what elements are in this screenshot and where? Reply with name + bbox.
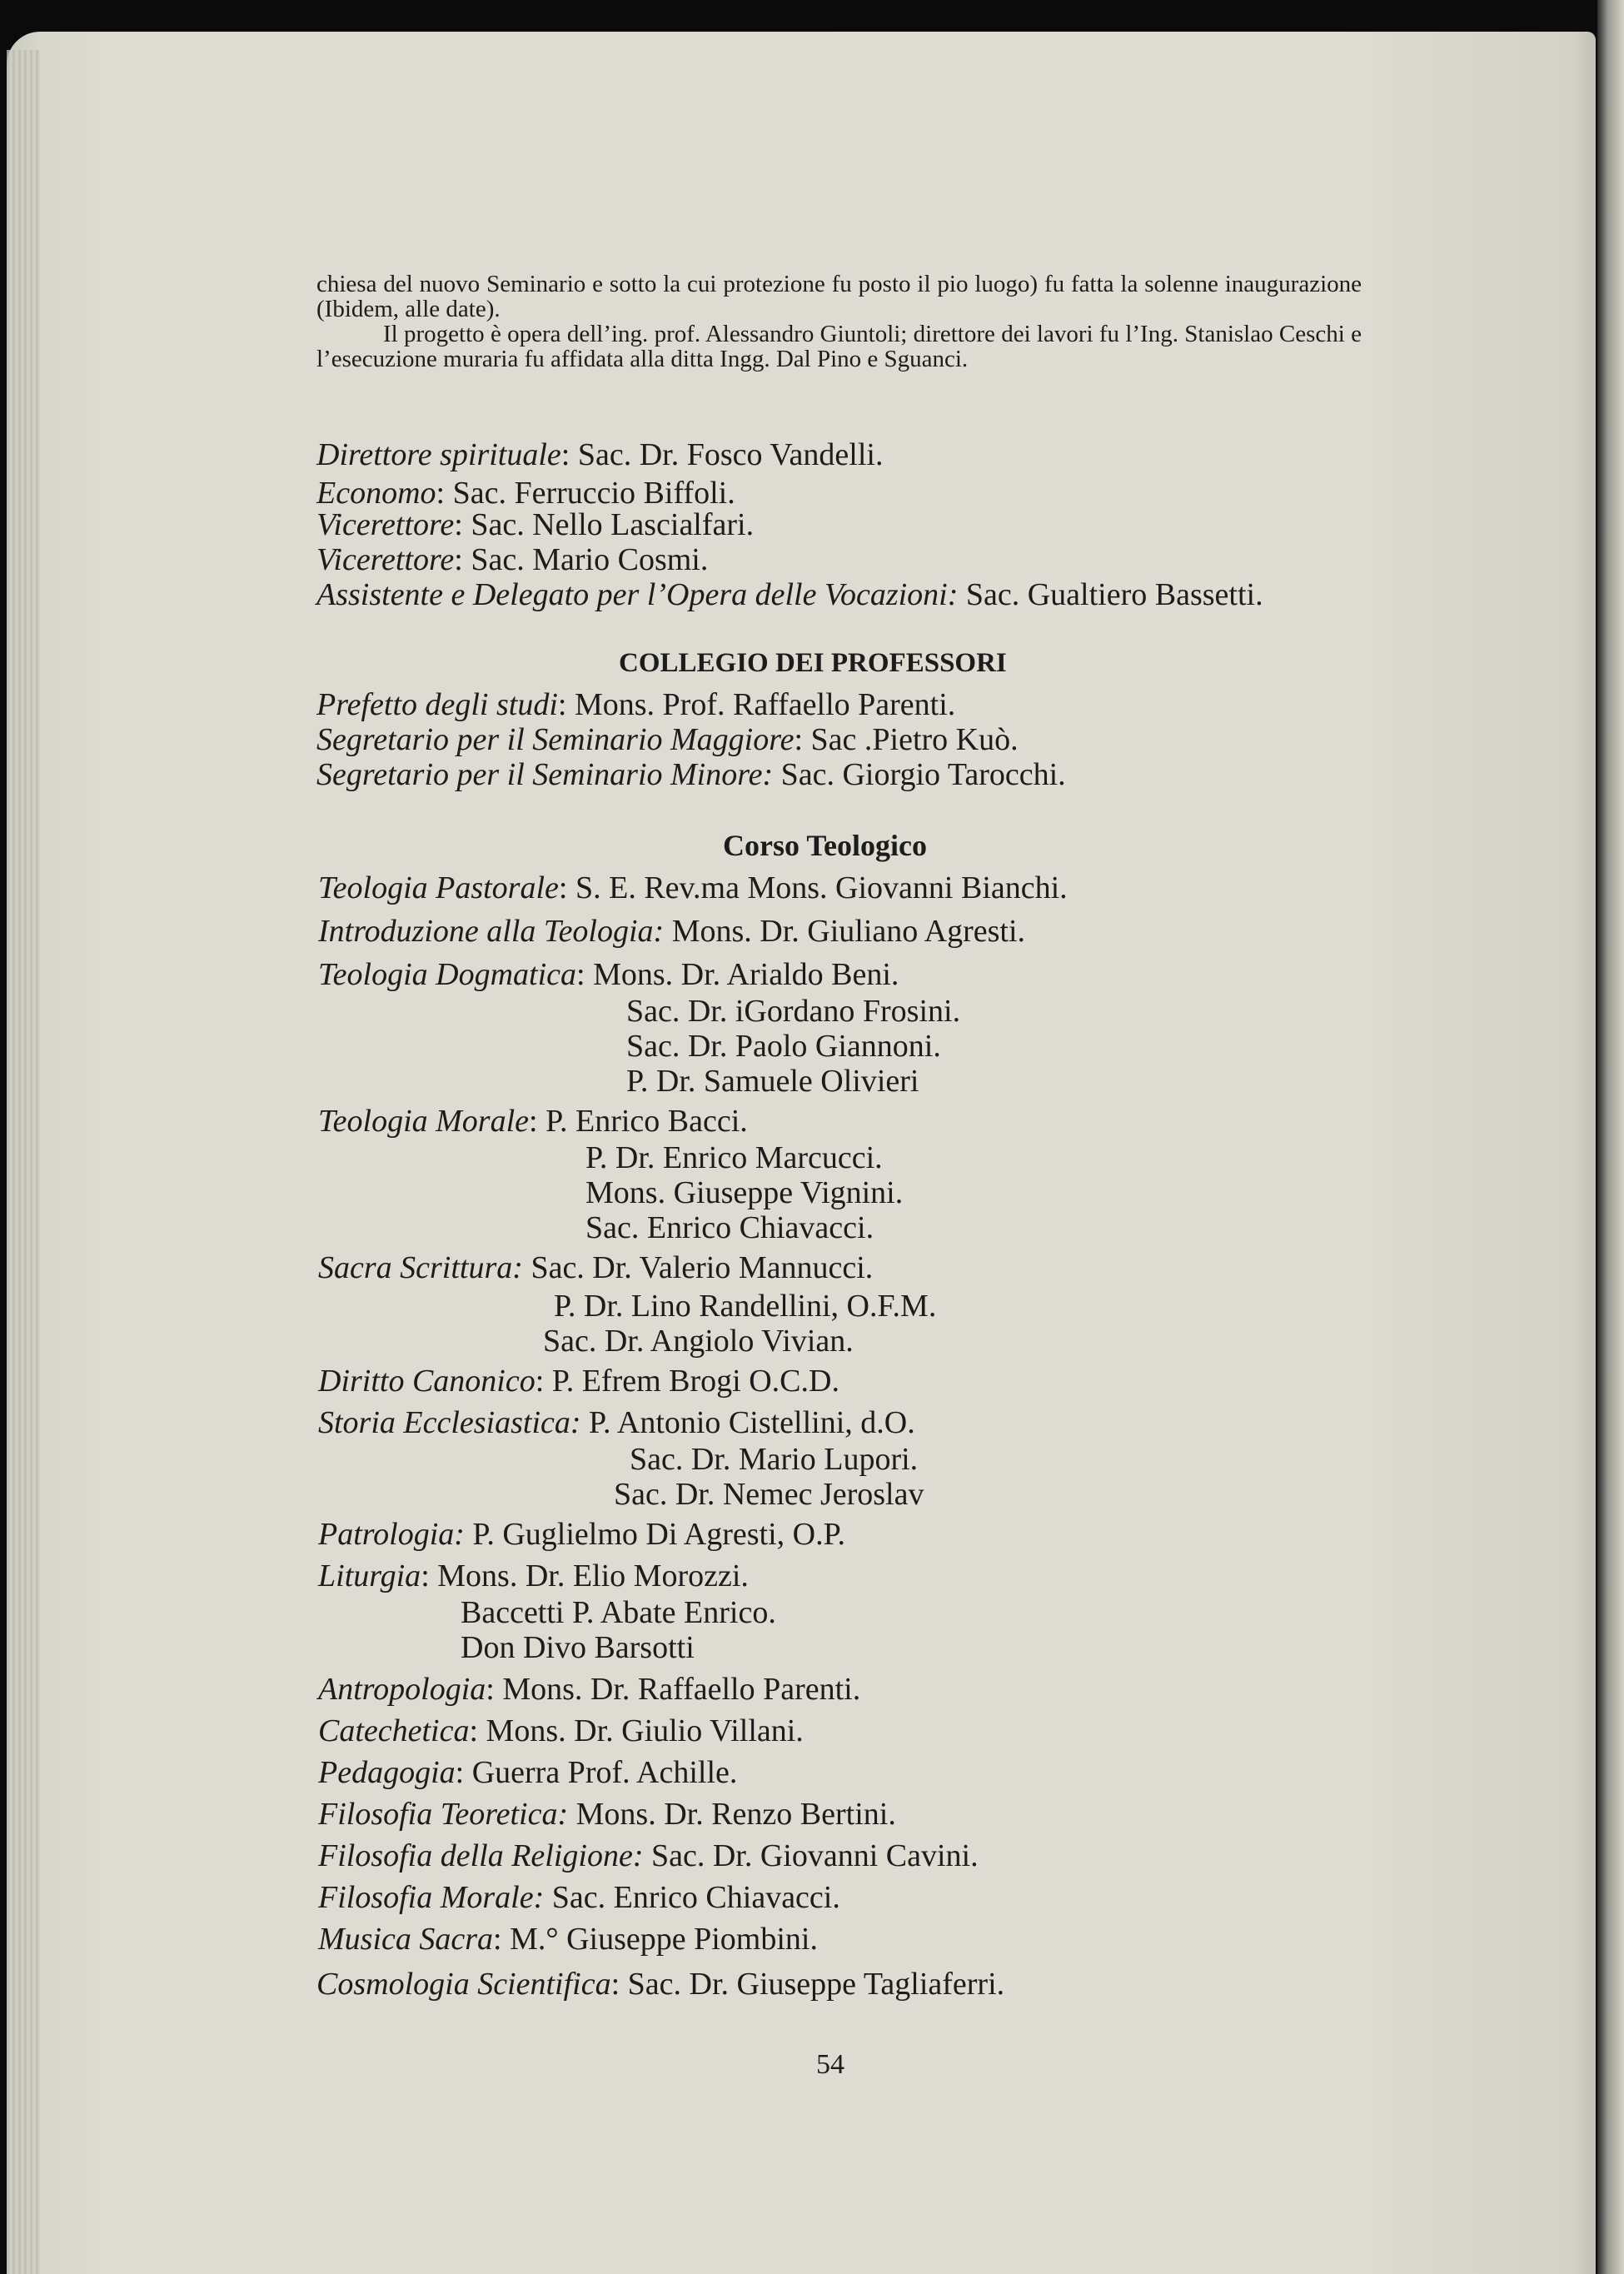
subject-label: Teologia Dogmatica	[318, 957, 576, 992]
professor-line: Don Divo Barsotti	[461, 1630, 695, 1665]
separator	[465, 1517, 473, 1552]
subject-line	[318, 913, 1025, 950]
officer-name: Sac. Gualtiero Bassetti.	[965, 577, 1263, 612]
separator: :	[454, 542, 471, 577]
subject-label: Introduzione alla Teologia:	[318, 914, 665, 949]
separator: :	[455, 1755, 472, 1790]
separator	[581, 1405, 590, 1440]
college-heading: COLLEGIO DEI PROFESSORI	[619, 648, 1007, 678]
professor-name: P. Enrico Bacci.	[545, 1104, 748, 1139]
officer-line	[316, 436, 883, 473]
officer-role: Direttore spirituale	[316, 437, 561, 472]
professor-name: Mons. Dr. Arialdo Beni.	[593, 957, 899, 992]
subject-line	[318, 1713, 804, 1749]
page-number: 54	[816, 2049, 844, 2080]
college-role: Segretario per il Seminario Minore:	[316, 757, 774, 792]
professor-line: Sac. Dr. Mario Lupori.	[630, 1442, 919, 1477]
subject-label: Liturgia	[318, 1558, 421, 1593]
college-role: Segretario per il Seminario Maggiore	[316, 722, 795, 757]
professor-line: P. Dr. Lino Randellini, O.F.M.	[554, 1289, 937, 1324]
separator	[544, 1880, 552, 1915]
professor-name: M.° Giuseppe Piombini.	[510, 1922, 818, 1957]
professor-name: Sac. Dr. Giovanni Cavini.	[650, 1838, 979, 1873]
separator: :	[557, 687, 575, 722]
officer-name: Sac. Dr. Fosco Vandelli.	[577, 437, 884, 472]
subject-label: Pedagogia	[318, 1755, 456, 1790]
college-name: Mons. Prof. Raffaello Parenti.	[574, 687, 956, 722]
subject-line	[318, 1754, 737, 1791]
subject-line	[316, 1966, 1004, 2002]
officer-role: Vicerettore	[316, 507, 455, 542]
college-line	[316, 686, 955, 723]
professor-name: S. E. Rev.ma Mons. Giovanni Bianchi.	[575, 870, 1068, 905]
officer-line	[316, 576, 1263, 613]
professor-name: Mons. Dr. Renzo Bertini.	[575, 1797, 896, 1832]
separator	[958, 577, 966, 612]
separator: :	[421, 1558, 438, 1593]
subject-line	[318, 1103, 748, 1139]
professor-line: Sac. Dr. Nemec Jeroslav	[614, 1477, 924, 1512]
separator: :	[535, 1364, 552, 1399]
project-paragraph: Il progetto è opera dell’ing. prof. Alessandro Giuntoli; direttore dei lavori fu l’Ing. Stanislao Ceschi e l’esecuzione muraria fu affidata alla ditta Ingg. Dal Pino e Sguanci.	[316, 321, 1362, 372]
separator	[773, 757, 781, 792]
subject-label: Musica Sacra	[318, 1922, 494, 1957]
professor-name: Mons. Dr. Elio Morozzi.	[437, 1558, 749, 1593]
subject-label: Filosofia Morale:	[318, 1880, 545, 1915]
subject-label: Sacra Scrittura:	[318, 1250, 523, 1285]
subject-line	[318, 1921, 818, 1957]
professor-name: Mons. Dr. Giuliano Agresti.	[671, 914, 1026, 949]
subject-line	[318, 1838, 979, 1874]
college-role: Prefetto degli studi	[316, 687, 558, 722]
separator: :	[493, 1922, 511, 1957]
officer-role: Vicerettore	[316, 542, 455, 577]
separator: :	[529, 1104, 546, 1139]
subject-line	[318, 1249, 873, 1286]
professor-line: Sac. Dr. iGordano Frosini.	[626, 994, 961, 1029]
intro-paragraph: chiesa del nuovo Seminario e sotto la cui protezione fu posto il pio luogo) fu fatta la solenne inaugurazione (Ibidem, alle date).	[316, 271, 1362, 322]
professor-name: Mons. Dr. Giulio Villani.	[486, 1713, 804, 1748]
officer-name: Sac. Ferruccio Biffoli.	[452, 476, 735, 511]
separator: :	[558, 870, 575, 905]
separator	[568, 1797, 576, 1832]
separator: :	[560, 437, 578, 472]
subject-line	[318, 1671, 860, 1708]
professor-line: Baccetti P. Abate Enrico.	[461, 1595, 776, 1630]
college-line	[316, 721, 1019, 758]
professor-name: Sac. Enrico Chiavacci.	[551, 1880, 840, 1915]
professor-line: Sac. Dr. Paolo Giannoni.	[626, 1029, 941, 1064]
subject-label: Antropologia	[318, 1672, 486, 1707]
professor-line: P. Dr. Samuele Olivieri	[626, 1064, 919, 1099]
separator: :	[469, 1713, 486, 1748]
subject-label: Filosofia della Religione:	[318, 1838, 644, 1873]
college-name: Sac .Pietro Kuò.	[810, 722, 1019, 757]
officer-role: Assistente e Delegato per l’Opera delle Vocazioni:	[316, 577, 959, 612]
separator: :	[610, 1967, 628, 2002]
subject-label: Teologia Morale	[318, 1104, 529, 1139]
separator: :	[794, 722, 811, 757]
officer-role: Economo	[316, 476, 436, 511]
professor-name: Guerra Prof. Achille.	[471, 1755, 738, 1790]
course-heading: Corso Teologico	[723, 829, 928, 862]
professor-name: Mons. Dr. Raffaello Parenti.	[502, 1672, 861, 1707]
subject-label: Filosofia Teoretica:	[318, 1797, 569, 1832]
officer-name: Sac. Nello Lascialfari.	[471, 507, 755, 542]
separator: :	[486, 1672, 503, 1707]
separator	[523, 1250, 531, 1285]
professor-name: Sac. Dr. Valerio Mannucci.	[531, 1250, 874, 1285]
professor-line: Mons. Giuseppe Vignini.	[585, 1175, 904, 1210]
subject-line	[318, 1558, 749, 1594]
professor-line: P. Dr. Enrico Marcucci.	[585, 1140, 883, 1175]
subject-label: Cosmologia Scientifica	[316, 1967, 611, 2002]
subject-line	[318, 1363, 839, 1399]
separator: :	[454, 507, 471, 542]
subject-label: Diritto Canonico	[318, 1364, 536, 1399]
separator	[643, 1838, 651, 1873]
separator: :	[436, 476, 453, 511]
officer-name: Sac. Mario Cosmi.	[471, 542, 709, 577]
professor-name: Sac. Dr. Giuseppe Tagliaferri.	[627, 1967, 1005, 2002]
officer-line	[316, 506, 754, 543]
professor-name: P. Antonio Cistellini, d.O.	[589, 1405, 915, 1440]
professor-line: Sac. Enrico Chiavacci.	[585, 1210, 874, 1245]
separator	[664, 914, 672, 949]
officer-line	[316, 541, 708, 578]
college-line	[316, 756, 1066, 793]
college-name: Sac. Giorgio Tarocchi.	[780, 757, 1066, 792]
subject-line	[318, 1879, 840, 1916]
separator: :	[576, 957, 594, 992]
subject-line	[318, 1404, 915, 1441]
professor-line: Sac. Dr. Angiolo Vivian.	[543, 1324, 854, 1359]
subject-line	[318, 1516, 845, 1553]
subject-label: Catechetica	[318, 1713, 470, 1748]
professor-name: P. Guglielmo Di Agresti, O.P.	[472, 1517, 846, 1552]
subject-label: Teologia Pastorale	[318, 870, 559, 905]
professor-name: P. Efrem Brogi O.C.D.	[551, 1364, 839, 1399]
subject-label: Patrologia:	[318, 1517, 465, 1552]
subject-line	[318, 870, 1068, 906]
subject-line	[318, 1796, 896, 1833]
subject-label: Storia Ecclesiastica:	[318, 1405, 581, 1440]
subject-line	[318, 956, 899, 993]
